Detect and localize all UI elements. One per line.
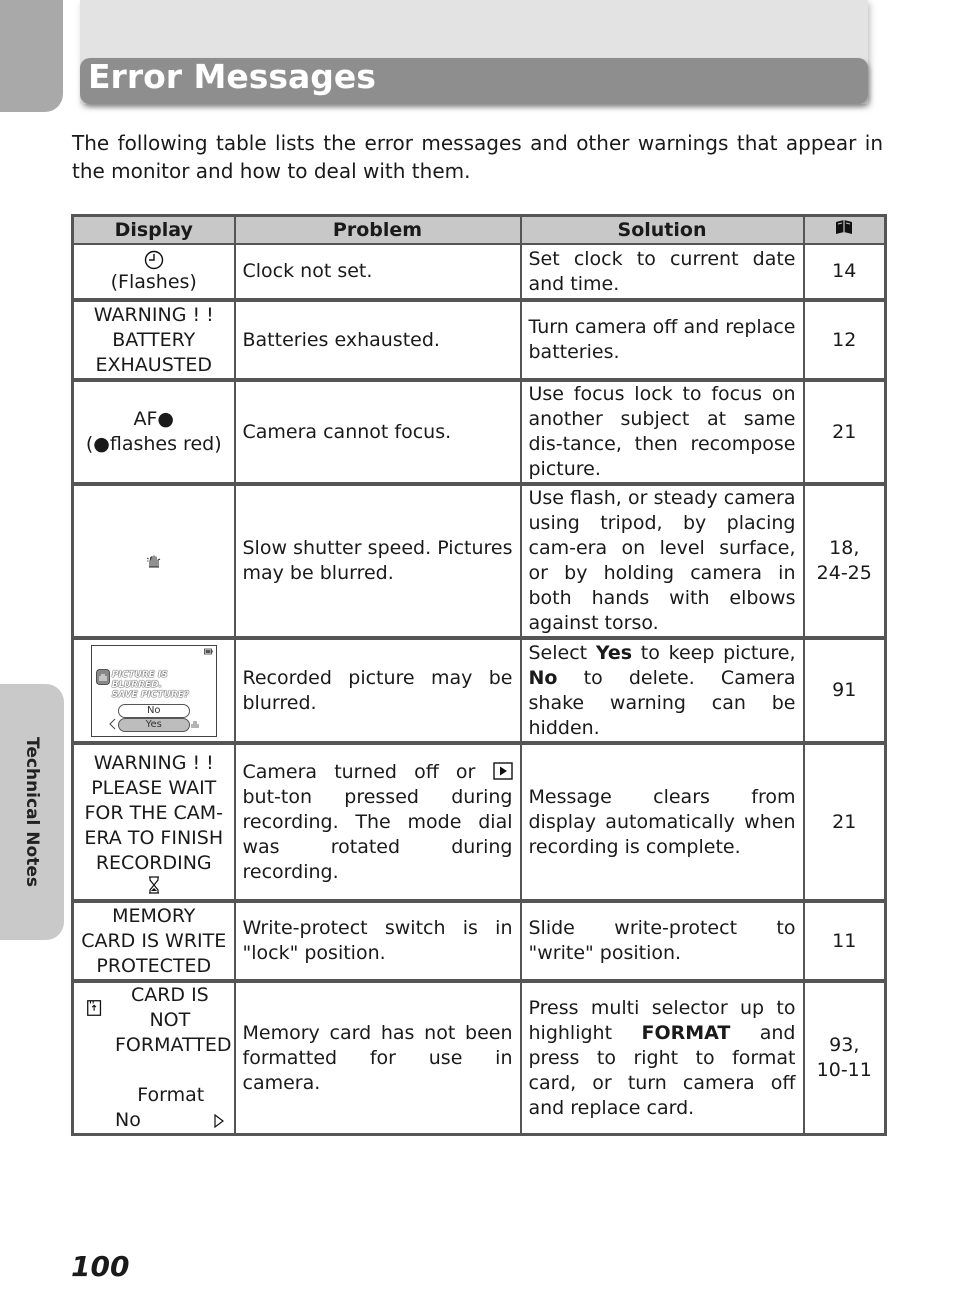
format-no-option bbox=[81, 1108, 227, 1133]
solution-cell: Turn camera off and replace batteries. bbox=[521, 300, 804, 380]
solution-cell: Use flash, or steady camera using tripod, by placing cam-era on level surface, or by holding camera in both hands with elbows against torso. bbox=[521, 484, 804, 638]
display-cell bbox=[73, 300, 235, 380]
problem-text: Camera turned off or bbox=[242, 760, 493, 783]
display-text: CARD IS NOT bbox=[130, 984, 209, 1031]
warning-hand-icon bbox=[96, 669, 110, 685]
display-text: FOR THE CAM- bbox=[84, 801, 224, 824]
problem-cell: Write-protect switch is in "lock" position. bbox=[235, 901, 521, 981]
display-text: MEMORY bbox=[112, 904, 196, 927]
battery-icon bbox=[204, 648, 213, 655]
table-row bbox=[73, 743, 886, 901]
screen-option-yes: Yes bbox=[118, 718, 190, 732]
camera-shake-hand-icon bbox=[146, 553, 162, 569]
right-arrow-icon bbox=[213, 1114, 225, 1128]
table-row bbox=[73, 380, 886, 484]
shake-warning-small-icon bbox=[190, 719, 200, 729]
display-text: AF● bbox=[133, 408, 174, 430]
problem-text: but-ton pressed during recording. The mode dial was rotated during recording. bbox=[242, 785, 513, 883]
solution-text: and press to right to format card, or turn camera off and replace card. bbox=[528, 1021, 796, 1119]
table-row bbox=[73, 300, 886, 380]
display-text: ERA TO FINISH bbox=[84, 826, 224, 849]
page-title: Error Messages bbox=[88, 57, 376, 96]
screen-message bbox=[112, 670, 216, 700]
table-row bbox=[73, 981, 886, 1135]
header-solution: Solution bbox=[521, 216, 804, 245]
solution-cell: Message clears from display automatically when recording is complete. bbox=[521, 743, 804, 901]
clock-icon bbox=[144, 250, 164, 270]
solution-cell: Set clock to current date and time. bbox=[521, 244, 804, 300]
back-arrow-icon bbox=[108, 718, 116, 730]
side-tab-label-wrap bbox=[0, 684, 64, 940]
book-reference-icon bbox=[834, 218, 854, 236]
display-text: FORMATTED bbox=[115, 1034, 232, 1056]
display-text: CARD IS WRITE bbox=[81, 929, 227, 952]
table-row bbox=[73, 901, 886, 981]
display-cell bbox=[73, 901, 235, 981]
solution-text: Select bbox=[528, 641, 596, 664]
memory-card-icon bbox=[85, 999, 103, 1017]
error-messages-table bbox=[71, 214, 887, 1136]
yes-keyword: Yes bbox=[595, 641, 633, 664]
page-ref-text: 18, bbox=[829, 537, 860, 559]
page-ref-cell: 21 bbox=[804, 743, 886, 901]
screen-option-no: No bbox=[118, 704, 190, 718]
solution-text: Press multi selector up to highlight bbox=[528, 996, 796, 1044]
page-ref-text: 10-11 bbox=[816, 1059, 872, 1081]
solution-cell: Slide write-protect to "write" position. bbox=[521, 901, 804, 981]
header-page-ref bbox=[804, 216, 886, 245]
page-ref-text: 93, bbox=[829, 1034, 860, 1056]
solution-cell: Use focus lock to focus on another subject at same dis-tance, then recompose picture. bbox=[521, 380, 804, 484]
screen-message-line: SAVE PICTURE? bbox=[111, 689, 190, 700]
page-ref-cell: 14 bbox=[804, 244, 886, 300]
page-number: 100 bbox=[71, 1250, 130, 1283]
display-cell bbox=[73, 743, 235, 901]
solution-cell bbox=[521, 638, 804, 743]
display-text: WARNING ! ! bbox=[93, 751, 214, 774]
page-ref-cell: 21 bbox=[804, 380, 886, 484]
problem-cell: Clock not set. bbox=[235, 244, 521, 300]
problem-cell: Slow shutter speed. Pictures may be blurred. bbox=[235, 484, 521, 638]
display-text: Format bbox=[137, 1084, 205, 1106]
table-row bbox=[73, 638, 886, 743]
display-text: No bbox=[115, 1109, 141, 1131]
page-ref-text: 24-25 bbox=[816, 562, 872, 584]
page-ref-cell bbox=[804, 484, 886, 638]
table-row bbox=[73, 244, 886, 300]
intro-paragraph: The following table lists the error messages and other warnings that appear in the monitor and how to deal with them. bbox=[72, 131, 883, 183]
solution-text: to delete. Camera shake warning can be hidden. bbox=[528, 666, 796, 739]
display-cell bbox=[73, 638, 235, 743]
table-header-row bbox=[73, 216, 886, 245]
display-text: PROTECTED bbox=[96, 954, 212, 977]
page-ref-cell bbox=[804, 981, 886, 1135]
header-display: Display bbox=[73, 216, 235, 245]
display-cell bbox=[73, 244, 235, 300]
no-keyword: No bbox=[528, 666, 558, 689]
hourglass-icon bbox=[148, 876, 160, 894]
format-keyword: FORMAT bbox=[641, 1021, 731, 1044]
display-text: EXHAUSTED bbox=[95, 353, 212, 376]
top-section-tab bbox=[0, 0, 63, 112]
page-ref-cell: 12 bbox=[804, 300, 886, 380]
display-text: WARNING ! ! bbox=[93, 303, 214, 326]
display-cell bbox=[73, 380, 235, 484]
table-row bbox=[73, 484, 886, 638]
display-spacer bbox=[81, 1058, 227, 1083]
display-text: BATTERY bbox=[112, 328, 196, 351]
monitor-screen-preview bbox=[91, 645, 217, 737]
problem-cell: Memory card has not been formatted for use in camera. bbox=[235, 981, 521, 1135]
display-text: RECORDING bbox=[95, 851, 212, 874]
problem-cell: Camera cannot focus. bbox=[235, 380, 521, 484]
problem-cell: Batteries exhausted. bbox=[235, 300, 521, 380]
display-text: PLEASE WAIT bbox=[91, 776, 217, 799]
problem-cell: Recorded picture may be blurred. bbox=[235, 638, 521, 743]
page-ref-cell: 91 bbox=[804, 638, 886, 743]
solution-cell bbox=[521, 981, 804, 1135]
display-cell bbox=[73, 981, 235, 1135]
screen-message-line: PICTURE IS BLURRED. bbox=[111, 669, 168, 690]
solution-text: to keep picture, bbox=[632, 641, 796, 664]
problem-cell bbox=[235, 743, 521, 901]
playback-button-icon bbox=[493, 762, 513, 780]
display-text: (Flashes) bbox=[110, 271, 197, 293]
display-cell bbox=[73, 484, 235, 638]
card-status-line bbox=[81, 983, 227, 1033]
side-tab-label: Technical Notes bbox=[22, 737, 42, 887]
display-text: (●flashes red) bbox=[85, 433, 222, 455]
header-problem: Problem bbox=[235, 216, 521, 245]
page-ref-cell: 11 bbox=[804, 901, 886, 981]
